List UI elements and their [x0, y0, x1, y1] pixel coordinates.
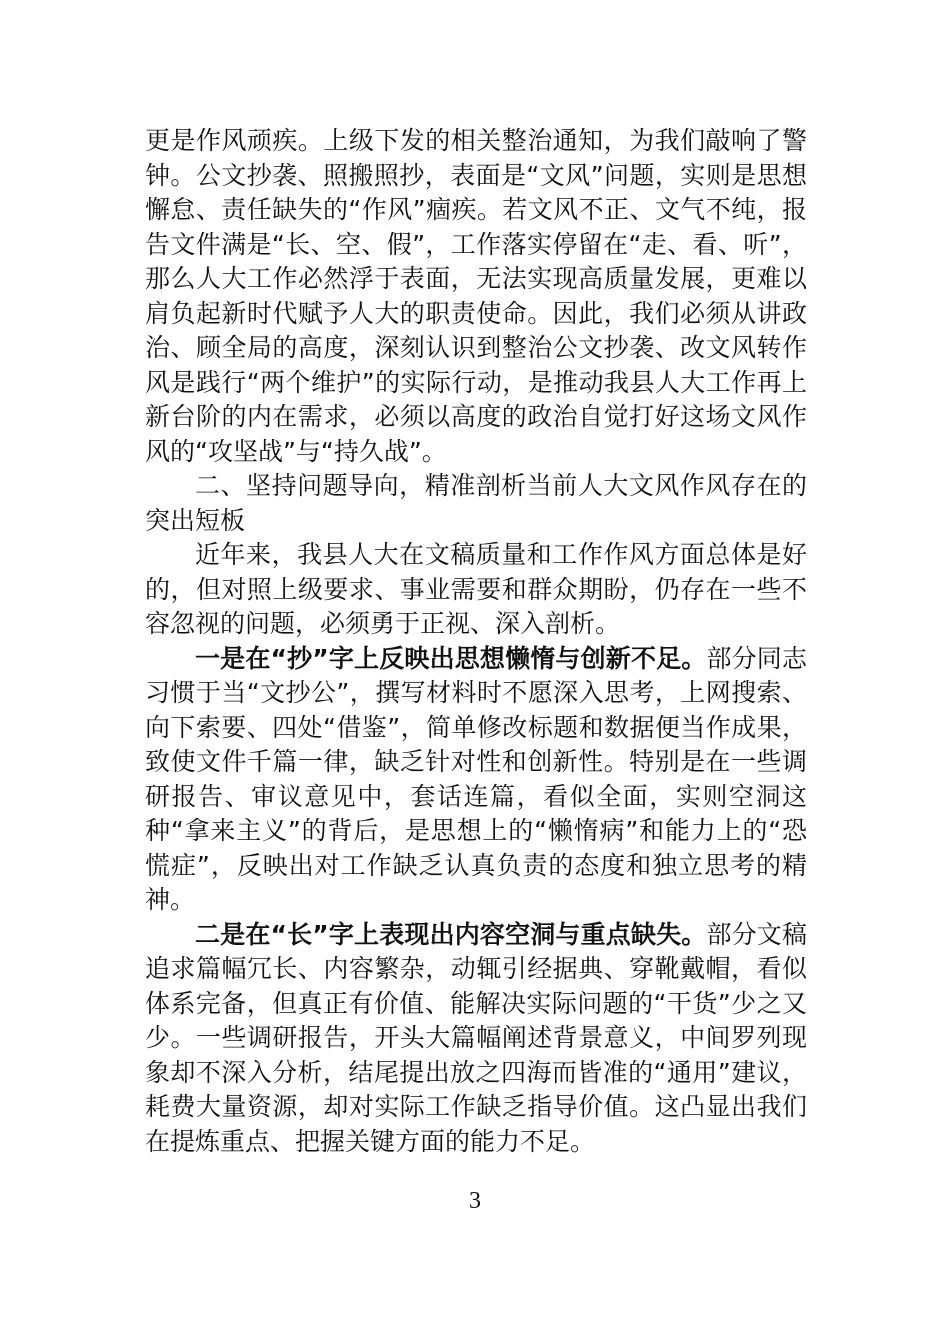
paragraph-point-one: [145, 642, 807, 918]
paragraph-overview: 近年来，我县人大在文稿质量和工作作风方面总体是好的，但对照上级要求、事业需要和群众期盼，仍存在一些不容忽视的问题，必须勇于正视、深入剖析。: [145, 540, 807, 638]
point-one-lead: 一是在“抄”字上反映出思想懒惰与创新不足。: [195, 643, 707, 673]
document-body: [145, 124, 807, 1159]
point-two-lead: 二是在“长”字上表现出内容空洞与重点缺失。: [195, 919, 707, 949]
point-one-body: 部分同志习惯于当“文抄公”，撰写材料时不愿深入思考，上网搜索、向下索要、四处“借鉴”，简单修改标题和数据便当作成果，致使文件千篇一律，缺乏针对性和创新性。特别是在一些调研报告、审议意见中，套话连篇，看似全面，实则空洞这种“拿来主义”的背后，是思想上的“懒惰病”和能力上的“恐慌症”，反映出对工作缺乏认真负责的态度和独立思考的精神。: [145, 643, 807, 914]
page-number: 3: [469, 1188, 481, 1214]
section-heading: 二、坚持问题导向，精准剖析当前人大文风作风存在的突出短板: [145, 471, 807, 535]
paragraph-continuation: 更是作风顽疾。上级下发的相关整治通知，为我们敲响了警钟。公文抄袭、照搬照抄，表面是“文风”问题，实则是思想懈怠、责任缺失的“作风”痼疾。若文风不正、文气不纯，报告文件满是“长、空、假”，工作落实停留在“走、看、听”，那么人大工作必然浮于表面，无法实现高质量发展，更难以肩负起新时代赋予人大的职责使命。因此，我们必须从讲政治、顾全局的高度，深刻认识到整治公文抄袭、改文风转作风是践行“两个维护”的实际行动，是推动我县人大工作再上新台阶的内在需求，必须以高度的政治自觉打好这场文风作风的“攻坚战”与“持久战”。: [145, 126, 807, 466]
point-two-body: 部分文稿追求篇幅冗长、内容繁杂，动辄引经据典、穿靴戴帽，看似体系完备，但真正有价值、能解决实际问题的“干货”少之又少。一些调研报告，开头大篇幅阐述背景意义，中间罗列现象却不深入分析，结尾提出放之四海而皆准的“通用”建议，耗费大量资源，却对实际工作缺乏指导价值。这凸显出我们在提炼重点、把握关键方面的能力不足。: [145, 919, 807, 1156]
paragraph-point-two: [145, 918, 807, 1160]
